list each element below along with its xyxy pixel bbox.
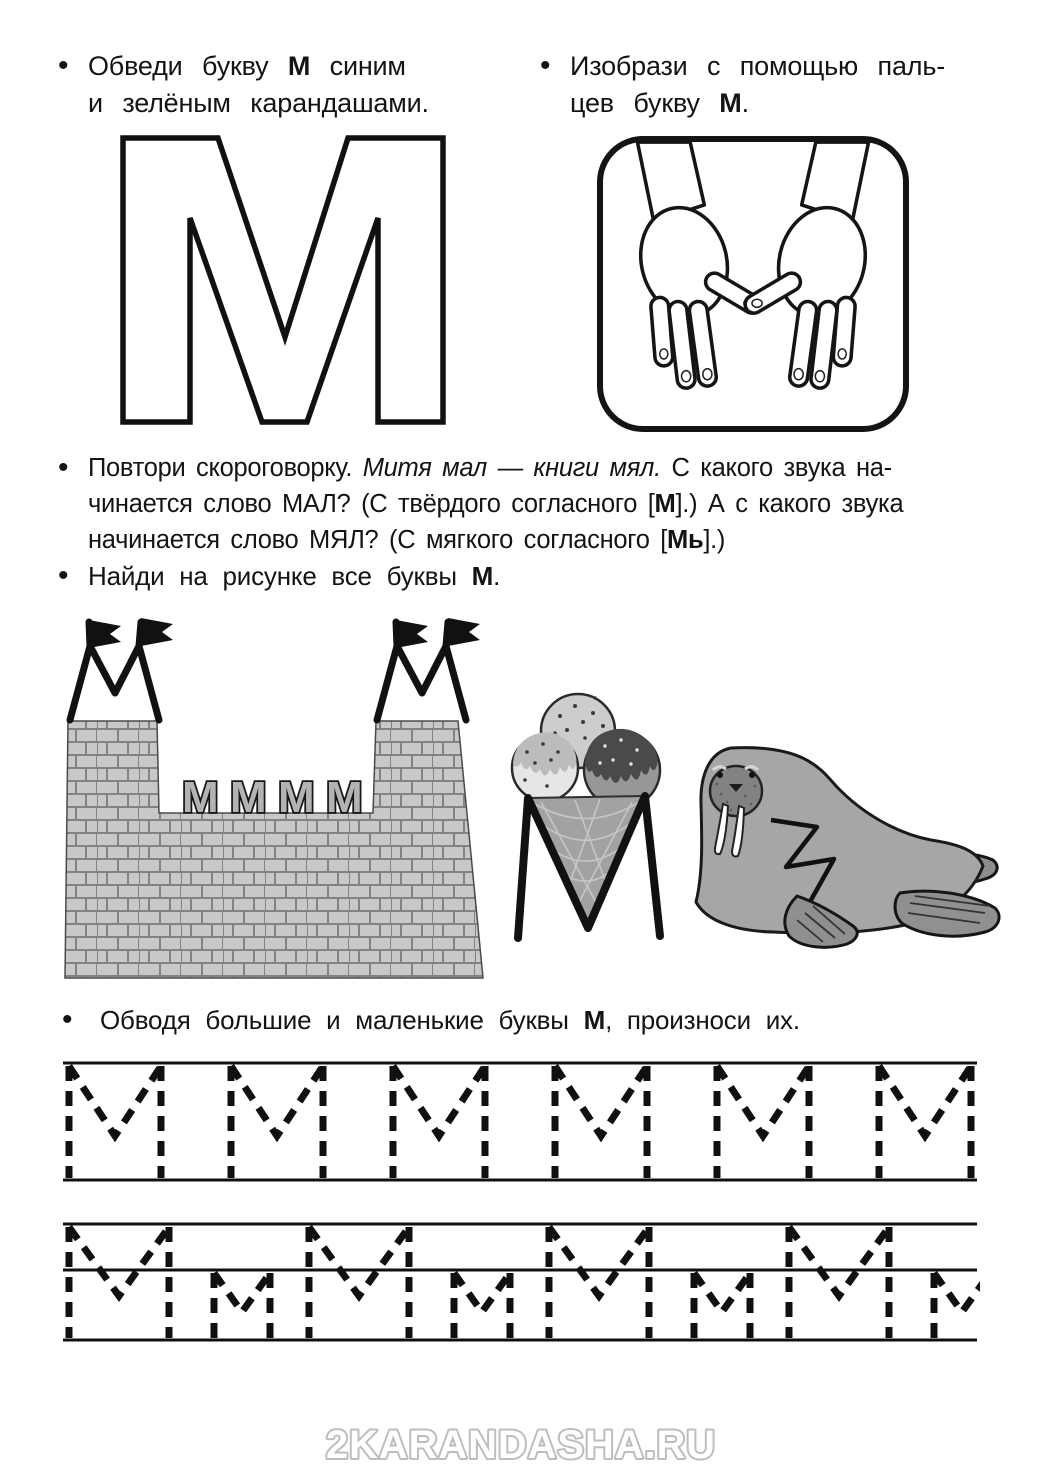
middle-finger [698, 310, 707, 377]
tracing-row-uppercase [60, 1056, 980, 1188]
right-hand [752, 142, 876, 382]
trace-letter-stroke [214, 1273, 270, 1312]
hands-forming-m-drawing [603, 142, 903, 426]
pinky-nail [660, 349, 668, 359]
watermark [311, 1420, 731, 1470]
trace-letter-stroke [934, 1273, 980, 1312]
flag-icon [141, 618, 173, 646]
letter-m-outline-figure [113, 130, 453, 430]
flag-icon [89, 620, 121, 648]
task-tongue-twister [58, 450, 1018, 558]
ring-finger [678, 310, 686, 379]
battlement-letter: М [230, 773, 267, 822]
task-trace-letter-text: Обведи букву М синим и зелёным карандашами. [88, 51, 429, 118]
task-finger-letter-text: Изобрази с помощью паль- цев букву М. [570, 51, 946, 118]
ice-cream-figure [512, 694, 660, 938]
tracing-row-mixed-case [60, 1214, 980, 1348]
walrus-figure [696, 748, 999, 948]
trace-letter-stroke [454, 1273, 510, 1312]
find-letters-picture [55, 598, 1005, 990]
task-finger-letter [540, 48, 1010, 122]
task-trace-rows [62, 1002, 962, 1039]
walrus-eye [717, 772, 723, 778]
flag-icon [396, 620, 428, 648]
ring-nail [682, 371, 691, 382]
trace-letter-stroke [879, 1066, 971, 1136]
battlement-letter: М [278, 773, 315, 822]
left-hand [630, 142, 754, 382]
trace-letter-stroke [69, 1066, 161, 1136]
middle-nail [703, 369, 712, 380]
trace-letter-stroke [549, 1227, 649, 1296]
watermark-text: 2KARANDASHA.RU [326, 1423, 716, 1467]
task-trace-rows-text: Обводя большие и маленькие буквы М, произноси их. [100, 1005, 800, 1035]
letter-m-outline-shape [123, 138, 443, 422]
ice-cream-cone [528, 796, 645, 928]
trace-letter-stroke [69, 1227, 169, 1296]
bullet-icon: • [58, 451, 69, 484]
trace-letter-stroke [555, 1066, 647, 1136]
right-tower-m-structure [377, 618, 480, 720]
trace-letter-stroke [231, 1066, 323, 1136]
trace-letter-stroke [694, 1273, 750, 1312]
bullet-icon: • [58, 559, 69, 592]
trace-letter-stroke [393, 1066, 485, 1136]
bullet-icon: • [58, 49, 69, 82]
trace-letter-stroke [309, 1227, 409, 1296]
battlement-letter: М [326, 773, 363, 822]
task-trace-letter [58, 48, 478, 122]
flag-icon [448, 618, 480, 646]
trace-letter-stroke [789, 1227, 889, 1296]
hands-forming-m-figure [597, 136, 909, 432]
task-find-letters [58, 558, 758, 595]
left-tower-flags [89, 618, 173, 648]
task-find-letters-text: Найди на рисунке все буквы М. [88, 561, 501, 591]
battlement-letter: М [182, 773, 219, 822]
task-tongue-twister-text: Повтори скороговорку. Митя мал — книги мял. С какого звука на- чинается слово МАЛ? (С твёрдого согласного [М].) А с какого звука начинается слово МЯЛ? (С мягкого согласного [Мь].) [88, 454, 904, 554]
walrus-eye [749, 772, 755, 778]
bullet-icon: • [540, 49, 551, 82]
castle-figure [65, 618, 483, 978]
trace-letter-stroke [717, 1066, 809, 1136]
castle-wall [65, 721, 483, 978]
bullet-icon: • [62, 1003, 73, 1036]
